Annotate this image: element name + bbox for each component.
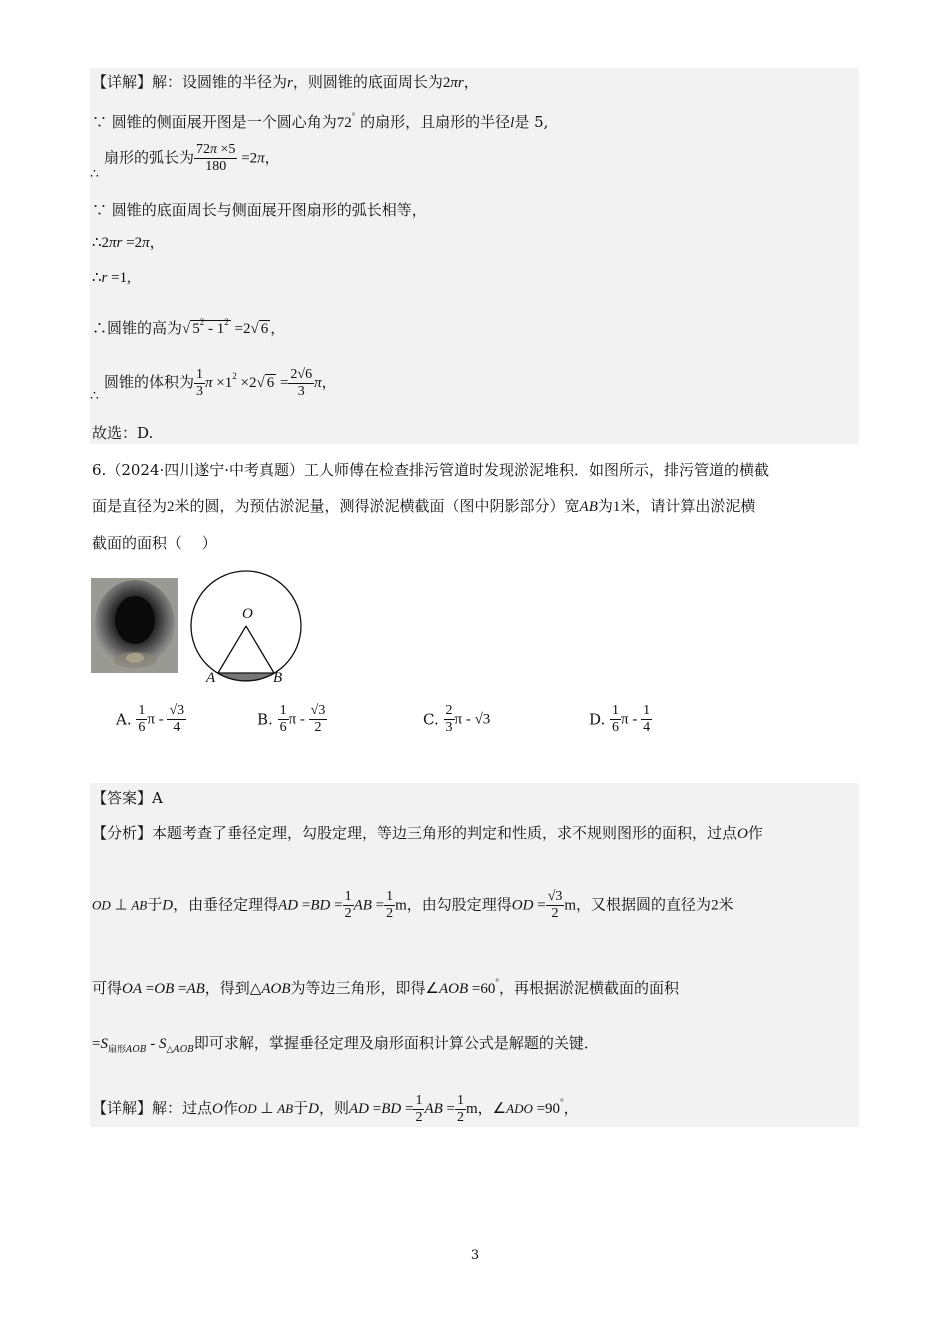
solution-line-1: 【详解】解：设圆锥的半径为r，则圆锥的底面周长为2πr，	[92, 73, 479, 91]
therefore-symbol: ∴	[90, 166, 99, 182]
point-o-label: O	[242, 606, 253, 622]
solution-line-5: ∴2πr =2π，	[92, 235, 165, 251]
question-line-2: 面是直径为2米的圆，为预估淤泥量，测得淤泥横截面（图中阴影部分）宽AB为1米，请计算出淤泥横	[92, 497, 756, 515]
pipe-photo	[91, 578, 178, 673]
analysis-line-1: 【分析】本题考查了垂径定理，勾股定理，等边三角形的判定和性质，求不规则图形的面积，过点O作	[92, 824, 763, 842]
solution-line-2: ∵ 圆锥的侧面展开图是一个圆心角为72° 的扇形，且扇形的半径l是 5,	[92, 111, 549, 131]
solution-line-7: ∴圆锥的高为√ $5^2 - 1^2 =2√$ 6 ，	[92, 317, 286, 337]
option-c[interactable]: C. $\frac{2}{3}$ π - √3	[423, 703, 491, 735]
question-line-3: 截面的面积（ ）	[92, 534, 217, 552]
analysis-line-2: OD ⊥ AB于D，由垂径定理得AD =BD = $\frac{1}{2}$ AB = $\frac{1}{2}$ m，由勾股定理得OD = $\frac{√3}{2}$ m，又根据圆的直径为2米	[92, 889, 734, 921]
solution-line-8: 圆锥的体积为 $\frac{1}{3}$ $\pi \times 1^2 \times 2√$ 6 = $\frac{2√6}{3}$ π，	[104, 366, 337, 399]
solution-line-6: ∴r =1,	[92, 270, 131, 286]
solution-line-3: 扇形的弧长为 $\frac{72\pi \times 5}{180}$ =2π，	[104, 142, 280, 174]
analysis-line-4: $=S_{扇形AOB} - S_{\triangle AOB}$即可求解，掌握垂径定理及扇形面积计算公式是解题的关键．	[92, 1034, 599, 1055]
option-b[interactable]: B. $\frac{1}{6}$ π - $\frac{√3}{2}$	[257, 703, 326, 735]
question-line-1: 6.（2024·四川遂宁·中考真题）工人师傅在检查排污管道时发现淤泥堆积．如图所示，排污管道的横截	[92, 461, 770, 479]
option-d[interactable]: D. $\frac{1}{6}$ π - $\frac{1}{4}$	[589, 703, 651, 735]
analysis-line-3: 可得OA =OB =AB，得到△AOB为等边三角形，即得∠AOB =60°，再根据淤泥横截面的面积	[92, 977, 679, 997]
page-number: 3	[470, 1248, 480, 1263]
solution-line-4: ∵ 圆锥的底面周长与侧面展开图扇形的弧长相等，	[92, 201, 427, 219]
solution-line-9: 故选：D.	[92, 424, 154, 442]
option-a[interactable]: A. $\frac{1}{6}$ π - $\frac{√3}{4}$	[116, 703, 185, 735]
pipe-cross-section-figure	[186, 570, 308, 688]
detail-line: 【详解】解：过点O作OD ⊥ AB于D，则AD =BD = $\frac{1}{2}$ AB = $\frac{1}{2}$ m，∠ADO =90°，	[92, 1092, 579, 1125]
point-a-label: A	[206, 670, 216, 686]
therefore-symbol: ∴	[90, 388, 99, 404]
point-b-label: B	[273, 670, 283, 686]
answer-label: 【答案】A	[92, 789, 163, 807]
